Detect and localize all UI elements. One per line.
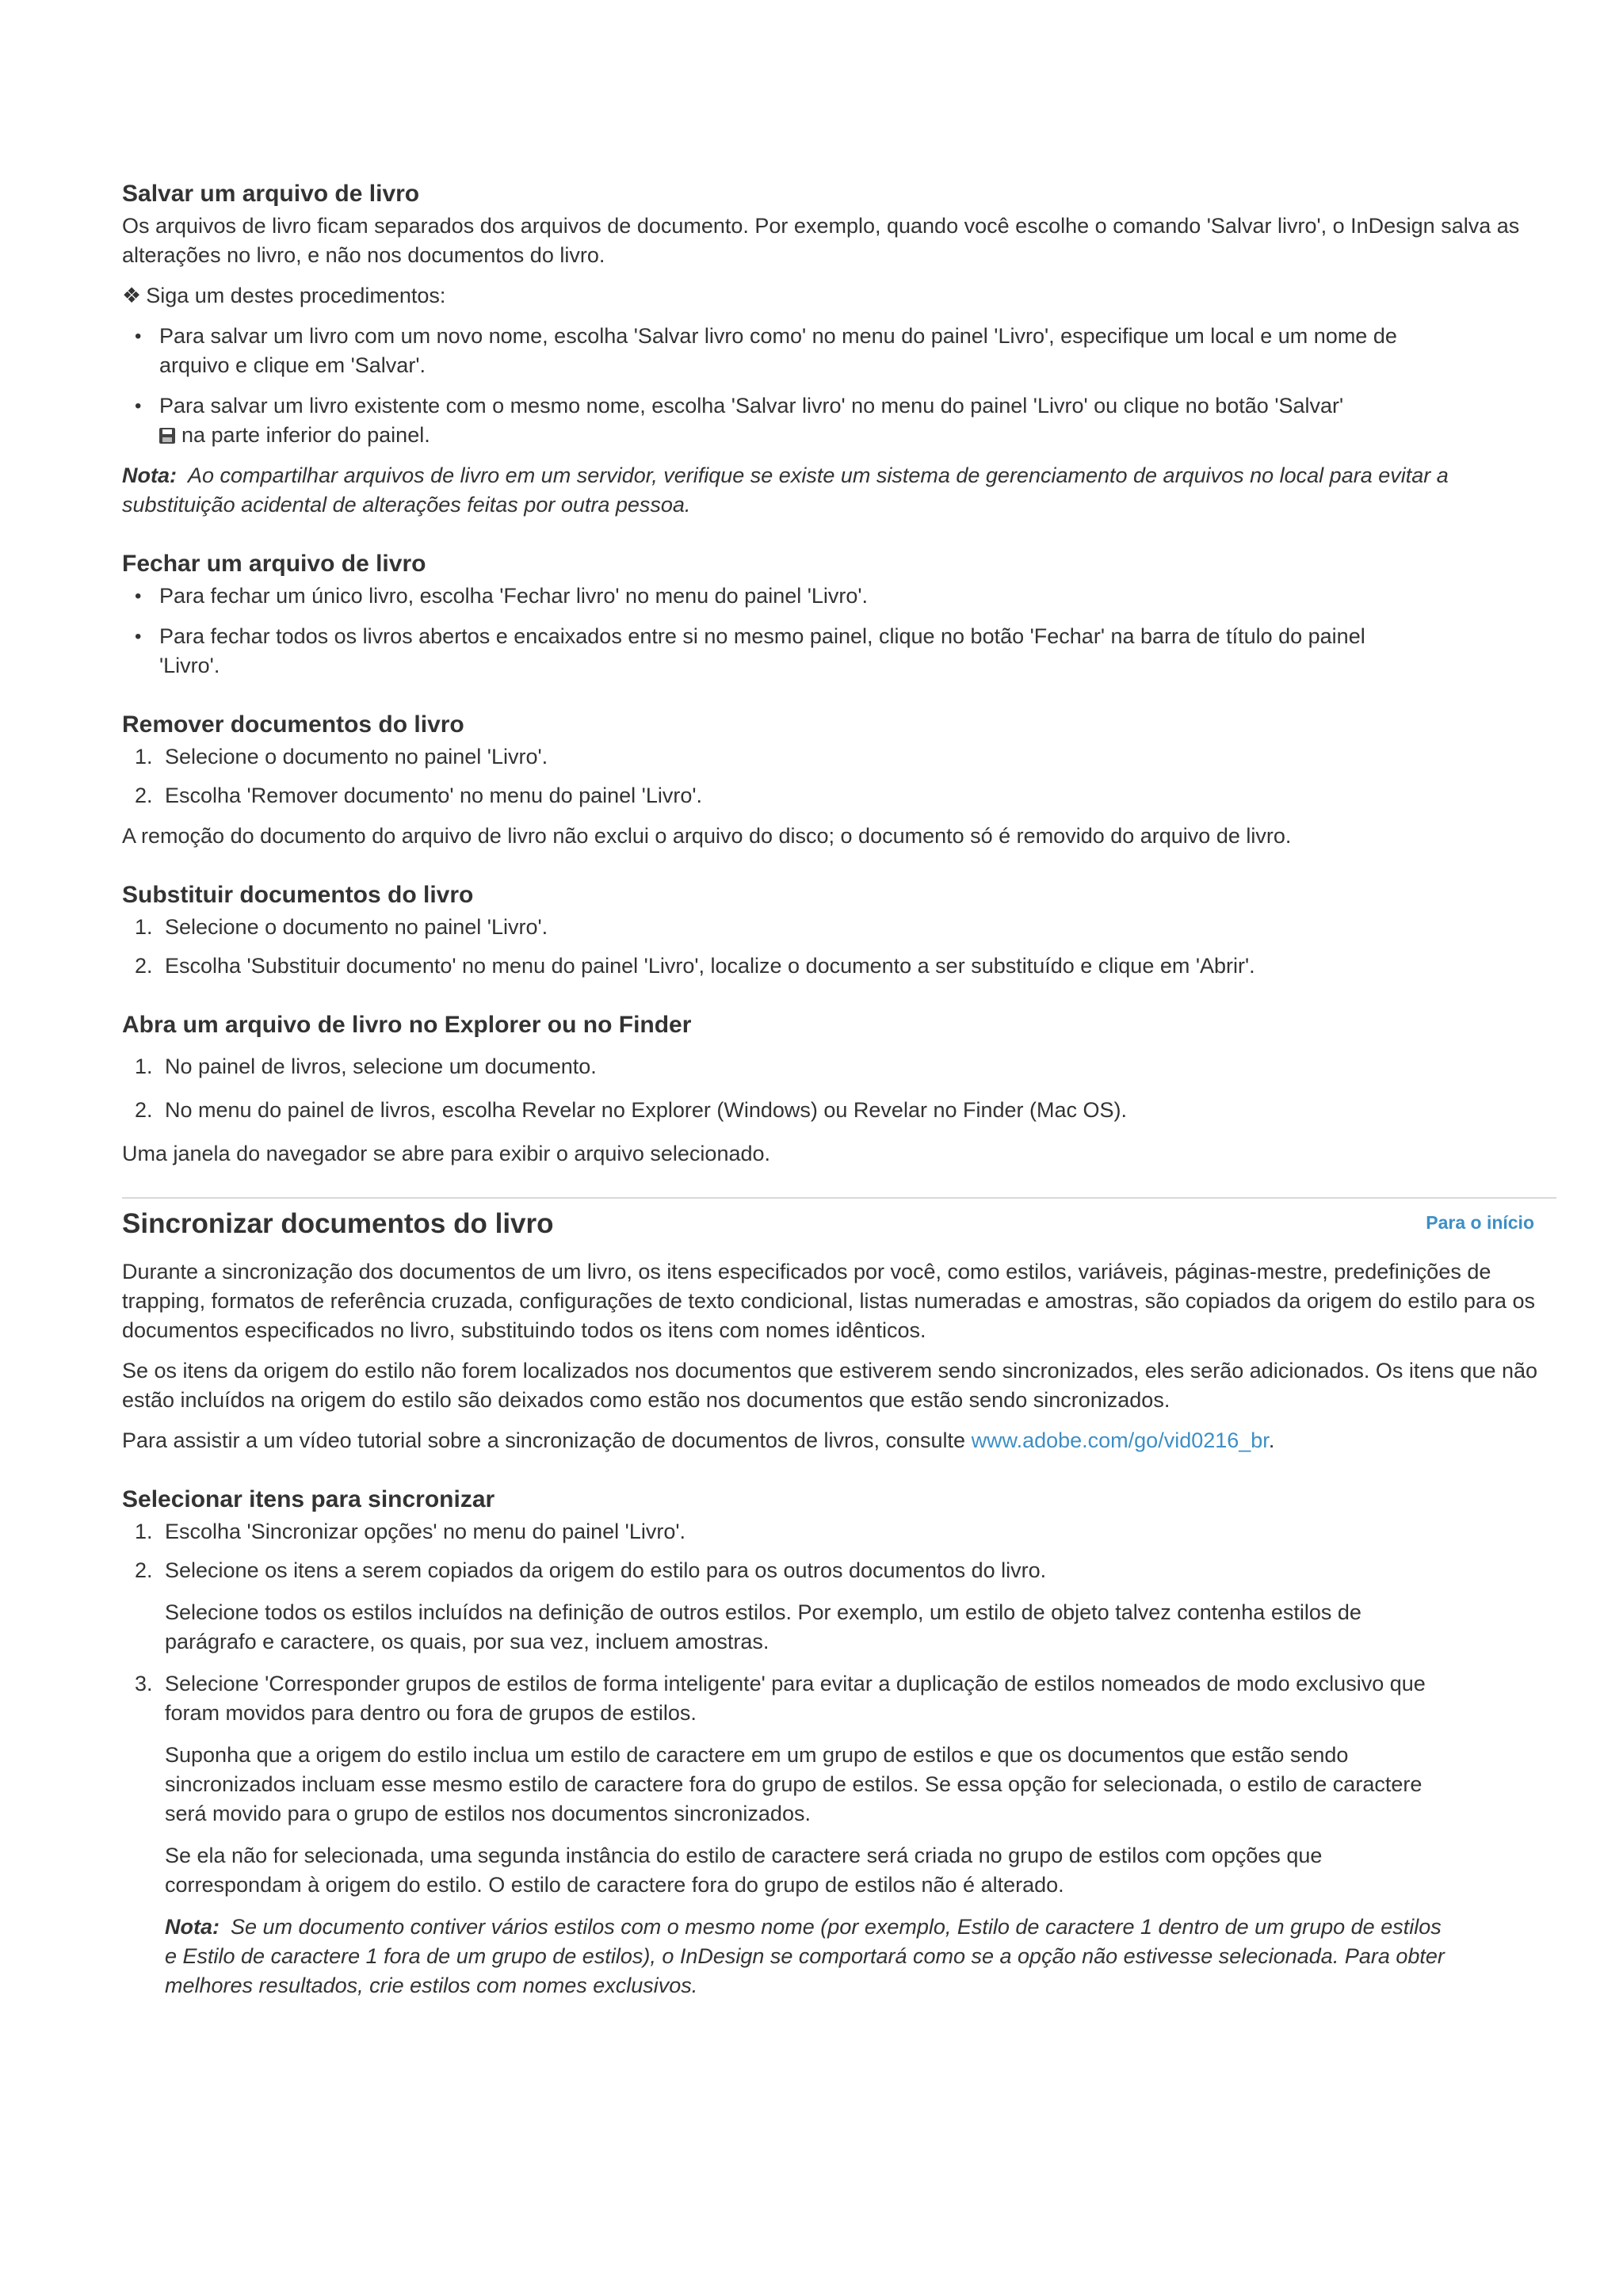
salvar-bullet-2b: na parte inferior do painel.	[181, 423, 430, 447]
sincronizar-p3-prefix: Para assistir a um vídeo tutorial sobre a sincronização de documentos de livros, consulte	[122, 1428, 966, 1452]
document-page	[122, 178, 1556, 2029]
list-item	[122, 913, 1449, 942]
selecionar-step-2: Selecione os itens a serem copiados da origem do estilo para os outros documentos do livro.	[165, 1558, 1047, 1582]
diamond-bullet-icon: ❖	[122, 284, 142, 307]
selecionar-step-3-sub-1: Suponha que a origem do estilo inclua um estilo de caractere em um grupo de estilos e que os documentos que estão sendo sincronizados incluam esse mesmo estilo de caractere fora do grupo de estilos. Se essa opção for selecionada, o estilo de caractere será movido para o grupo de estilos nos documentos sincronizados.	[165, 1743, 1423, 1825]
heading-selecionar: Selecionar itens para sincronizar	[122, 1486, 495, 1512]
remover-step-2: Escolha 'Remover documento' no menu do painel 'Livro'.	[165, 784, 702, 807]
sincronizar-header	[122, 1199, 1556, 1241]
remover-step-1: Selecione o documento no painel 'Livro'.	[165, 745, 548, 769]
step-number: 2.	[135, 1558, 153, 1582]
remover-steps	[122, 742, 1556, 810]
section-selecionar	[122, 1484, 1556, 2000]
remover-after: A remoção do documento do arquivo de livro não exclui o arquivo do disco; o documento só é removido do arquivo de livro.	[122, 824, 1292, 848]
fechar-bullet-2: Para fechar todos os livros abertos e encaixados entre si no mesmo painel, clique no botão 'Fechar' na barra de título do painel 'Livro'.	[159, 624, 1365, 677]
heading-fechar: Fechar um arquivo de livro	[122, 551, 426, 577]
abrir-after: Uma janela do navegador se abre para exibir o arquivo selecionado.	[122, 1142, 771, 1165]
note-label: Nota:	[122, 463, 177, 487]
sincronizar-p3	[122, 1426, 1556, 1455]
abrir-step-2: No menu do painel de livros, escolha Revelar no Explorer (Windows) ou Revelar no Finder (Mac OS).	[165, 1098, 1128, 1122]
step-number: 1.	[135, 1520, 153, 1543]
section-sincronizar	[122, 1257, 1556, 1455]
list-item	[122, 582, 1403, 611]
section-substituir	[122, 879, 1556, 981]
heading-abrir: Abra um arquivo de livro no Explorer ou no Finder	[122, 1012, 692, 1038]
list-item	[122, 742, 1449, 772]
fechar-bullet-1: Para fechar um único livro, escolha 'Fechar livro' no menu do painel 'Livro'.	[159, 584, 869, 608]
selecionar-step-3: Selecione 'Corresponder grupos de estilos de forma inteligente' para evitar a duplicação de estilos nomeados de modo exclusivo que foram movidos para dentro ou fora de grupos de estilos.	[165, 1672, 1426, 1725]
step-number: 3.	[135, 1672, 153, 1695]
selecionar-note-text: Se um documento contiver vários estilos com o mesmo nome (por exemplo, Estilo de caractere 1 dentro de um grupo de estilos e Estilo de caractere 1 fora de um grupo de estilos), o InDesign se comportará como se a opção não estivesse selecionada. Para obter melhores resultados, crie estilos com nomes exclusivos.	[165, 1915, 1445, 1997]
step-number: 2.	[135, 954, 153, 978]
sincronizar-p1: Durante a sincronização dos documentos de um livro, os itens especificados por você, como estilos, variáveis, páginas-mestre, predefinições de trapping, formatos de referência cruzada, configurações de texto condicional, listas numeradas e amostras, são copiados da origem do estilo para os documentos especificados no livro, substituindo todos os itens com nomes idênticos.	[122, 1260, 1535, 1342]
step-number: 1.	[135, 1055, 153, 1078]
section-fechar	[122, 548, 1556, 681]
substituir-step-2: Escolha 'Substituir documento' no menu do painel 'Livro', localize o documento a ser substituído e clique em 'Abrir'.	[165, 954, 1255, 978]
salvar-bullet-list	[122, 322, 1556, 450]
substituir-step-1: Selecione o documento no painel 'Livro'.	[165, 915, 548, 939]
salvar-intro: Os arquivos de livro ficam separados dos arquivos de documento. Por exemplo, quando você escolhe o comando 'Salvar livro', o InDesign salva as alterações no livro, e não nos documentos do livro.	[122, 214, 1520, 267]
selecionar-step-3-sub-2: Se ela não for selecionada, uma segunda instância do estilo de caractere será criada no grupo de estilos com opções que correspondam à origem do estilo. O estilo de caractere fora do grupo de estilos não é alterado.	[165, 1844, 1323, 1897]
fechar-bullet-list	[122, 582, 1556, 681]
step-number: 2.	[135, 1098, 153, 1122]
save-icon	[159, 428, 175, 444]
selecionar-steps	[122, 1517, 1556, 2000]
section-salvar	[122, 178, 1556, 520]
step-number: 1.	[135, 745, 153, 769]
list-item	[122, 1517, 1449, 1547]
abrir-step-1: No painel de livros, selecione um documento.	[165, 1055, 597, 1078]
heading-remover: Remover documentos do livro	[122, 711, 464, 738]
section-remover	[122, 709, 1556, 851]
salvar-lead-text: Siga um destes procedimentos:	[146, 284, 446, 307]
list-item	[122, 781, 1449, 810]
salvar-note-text: Ao compartilhar arquivos de livro em um servidor, verifique se existe um sistema de gerenciamento de arquivos no local para evitar a substituição acidental de alterações feitas por outra pessoa.	[122, 463, 1449, 517]
salvar-bullet-1: Para salvar um livro com um novo nome, escolha 'Salvar livro como' no menu do painel 'Livro', especifique um local e um nome de arquivo e clique em 'Salvar'.	[159, 324, 1397, 377]
list-item	[122, 1052, 1449, 1081]
list-item	[122, 1556, 1449, 1657]
abrir-steps	[122, 1052, 1556, 1125]
salvar-bullet-2a: Para salvar um livro existente com o mesmo nome, escolha 'Salvar livro' no menu do painel 'Livro' ou clique no botão 'Salvar'	[159, 394, 1344, 418]
list-item	[122, 1096, 1449, 1125]
list-item	[122, 1669, 1449, 2000]
heading-salvar: Salvar um arquivo de livro	[122, 181, 420, 207]
substituir-steps	[122, 913, 1556, 981]
note-label: Nota:	[165, 1915, 220, 1939]
salvar-lead	[122, 281, 1556, 311]
selecionar-step-2-sub: Selecione todos os estilos incluídos na definição de outros estilos. Por exemplo, um estilo de objeto talvez contenha estilos de parágrafo e caractere, os quais, por sua vez, incluem amostras.	[165, 1600, 1361, 1653]
heading-sincronizar: Sincronizar documentos do livro	[122, 1208, 554, 1239]
list-item	[122, 622, 1403, 681]
sincronizar-p3-suffix: .	[1268, 1428, 1275, 1452]
step-number: 2.	[135, 784, 153, 807]
heading-substituir: Substituir documentos do livro	[122, 882, 474, 908]
list-item	[122, 322, 1403, 380]
section-abrir	[122, 1009, 1556, 1169]
salvar-note	[122, 461, 1556, 520]
step-number: 1.	[135, 915, 153, 939]
list-item	[122, 952, 1449, 981]
selecionar-step-1: Escolha 'Sincronizar opções' no menu do painel 'Livro'.	[165, 1520, 685, 1543]
selecionar-note	[165, 1913, 1449, 2000]
video-tutorial-link[interactable]: www.adobe.com/go/vid0216_br	[971, 1428, 1269, 1452]
back-to-top-link[interactable]: Para o início	[1426, 1212, 1534, 1233]
sincronizar-p2: Se os itens da origem do estilo não forem localizados nos documentos que estiverem sendo sincronizados, eles serão adicionados. Os itens que não estão incluídos na origem do estilo são deixados como estão nos documentos que estão sendo sincronizados.	[122, 1359, 1538, 1412]
list-item	[122, 391, 1403, 450]
